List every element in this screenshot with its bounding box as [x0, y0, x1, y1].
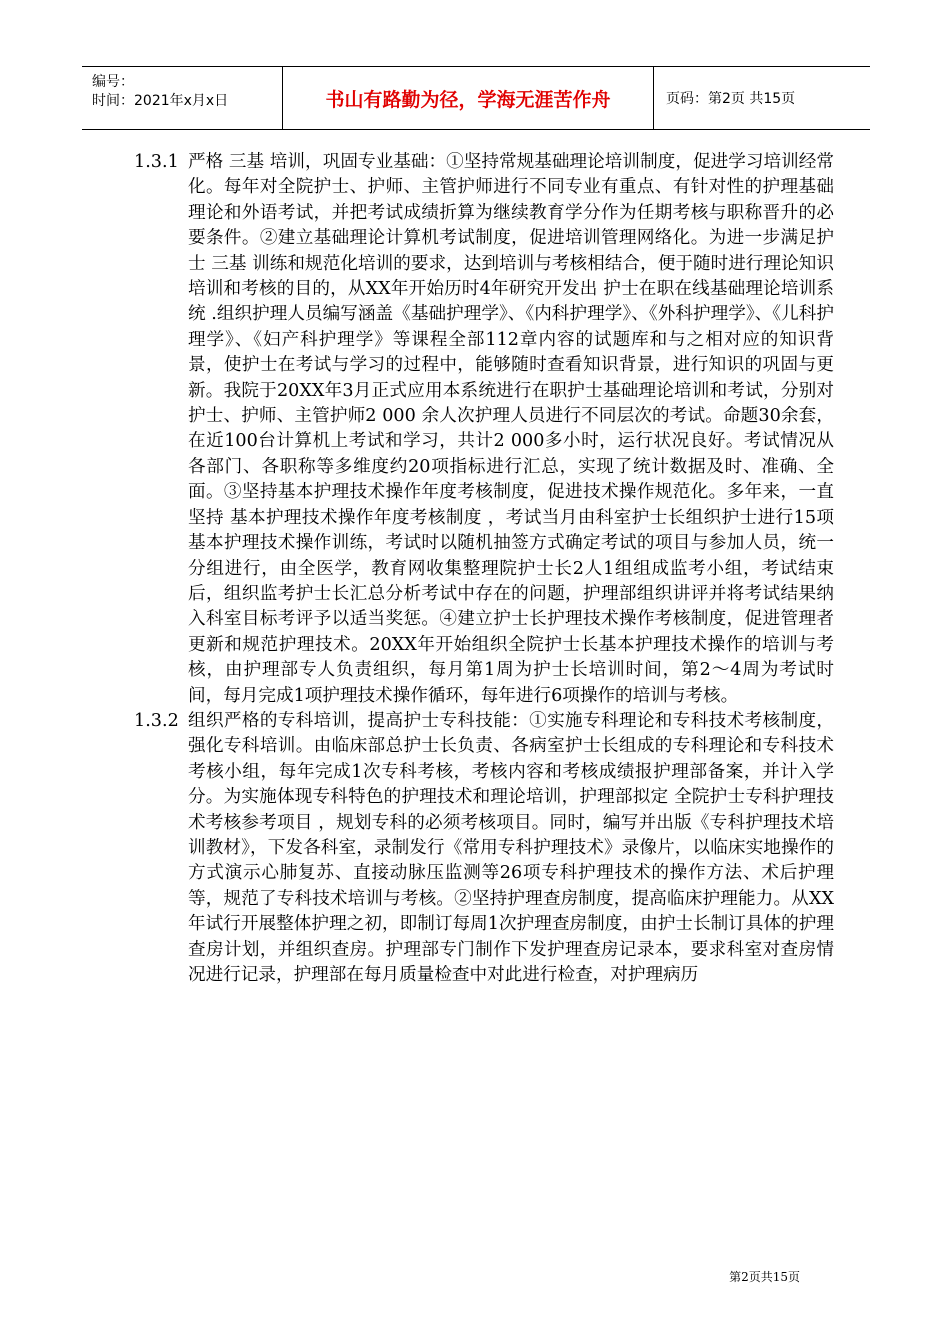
header-number-label: 编号：	[92, 74, 134, 90]
section-text: 组织严格的专科培训，提高护士专科技能：①实施专科理论和专科技术考核制度，强化专科培训。由临床部总护士长负责、各病室护士长组成的专科理论和专科技术考核小组，每年完成1次专科考核，考核内容和考核成绩报护理部备案，并计入学分。为实施体现专科特色的护理技术和理论培训，护理部拟定 全院护士专科护理技术考核参考项目 ，规划专科的必须考核项目。同时，编写并出版《专科护理技术培训教材》，下发各科室，录制发行《常用专科护理技术》录像片，以临床实地操作的方式演示心肺复苏、直接动脉压监测等26项专科护理技术的操作方法、术后护理等，规范了专科技术培训与考核。②坚持护理查房制度，提高临床护理能力。从XX年试行开展整体护理之初，即制订每周1次护理查房制度，由护士长制订具体的护理查房计划，并组织查房。护理部专门制作下发护理查房记录本，要求科室对查房情况进行记录，护理部在每月质量检查中对此进行检查，对护理病历	[188, 710, 834, 985]
section-paragraph	[134, 709, 834, 988]
section-paragraph	[134, 150, 834, 709]
document-body	[134, 150, 834, 988]
header-meta	[82, 67, 282, 129]
section-text: 严格 三基 培训，巩固专业基础：①坚持常规基础理论培训制度，促进学习培训经常化。每年对全院护士、护师、主管护师进行不同专业有重点、有针对性的护理基础理论和外语考试，并把考试成绩折算为继续教育学分作为任期考核与职称晋升的必要条件。②建立基础理论计算机考试制度，促进培训管理网络化。为进一步满足护士 三基 训练和规范化培训的要求，达到培训与考核相结合，便于随时进行理论知识培训和考核的目的，从XX年开始历时4年研究开发出 护士在职在线基础理论培训系统 .组织护理人员编写涵盖《基础护理学》、《内科护理学》、《外科护理学》、《儿科护理学》、《妇产科护理学》等课程全部112章内容的试题库和与之相对应的知识背景，使护士在考试与学习的过程中，能够随时查看知识背景，进行知识的巩固与更新。我院于20XX年3月正式应用本系统进行在职护士基础理论培训和考试，分别对护士、护师、主管护师2 000 余人次护理人员进行不同层次的考试。命题30余套，在近100台计算机上考试和学习，共计2 000多小时，运行状况良好。考试情况从各部门、各职称等多维度约20项指标进行汇总，实现了统计数据及时、准确、全面。③坚持基本护理技术操作年度考核制度，促进技术操作规范化。多年来，一直坚持 基本护理技术操作年度考核制度 ，考试当月由科室护士长组织护士进行15项基本护理技术操作训练，考试时以随机抽签方式确定考试的项目与参加人员，统一分组进行，由全医学，教育网收集整理院护士长2人1组组成监考小组，考试结束后，组织监考护士长汇总分析考试中存在的问题，护理部组织讲评并将考试结果纳入科室目标考评予以适当奖惩。④建立护士长护理技术操作考核制度，促进管理者更新和规范护理技术。20XX年开始组织全院护士长基本护理技术操作的培训与考核，由护理部专人负责组织，每月第1周为护士长培训时间，第2～4周为考试时间，每月完成1项护理技术操作循环，每年进行6项操作的培训与考核。	[188, 152, 834, 706]
section-number: 1.3.1	[134, 152, 179, 172]
header-motto: 书山有路勤为径，学海无涯苦作舟	[282, 67, 654, 129]
header-page-label: 页码：第2页 共15页	[666, 91, 796, 107]
header-time-label: 时间：2021年x月x日	[92, 93, 229, 109]
page-header	[82, 66, 870, 130]
section-number: 1.3.2	[134, 710, 179, 731]
page-footer: 第2页共15页	[729, 1270, 800, 1284]
